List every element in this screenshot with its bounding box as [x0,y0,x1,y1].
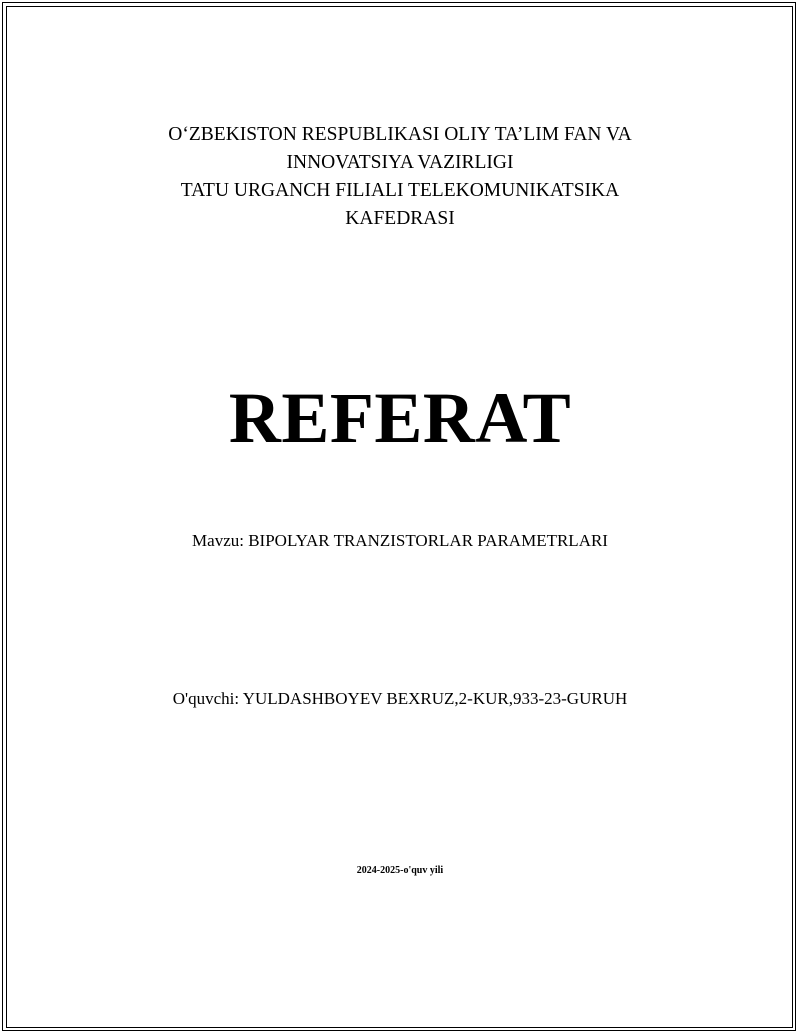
academic-year: 2024-2025-o'quv yili [356,865,444,876]
document-title: REFERAT [228,378,572,458]
header-line-1: O‘ZBEKISTON RESPUBLIKASI OLIY TA’LIM FAN VA [168,124,632,145]
header-line-4: KAFEDRASI [345,208,455,229]
topic-line: Mavzu: BIPOLYAR TRANZISTORLAR PARAMETRLARI [192,531,608,550]
header-line-3: TATU URGANCH FILIALI TELEKOMUNIKATSIKA [180,180,620,201]
student-line: O'quvchi: YULDASHBOYEV BEXRUZ,2-KUR,933-23-GURUH [172,689,628,708]
header-line-2: INNOVATSIYA VAZIRLIGI [286,152,514,173]
ministry-header [0,121,800,233]
